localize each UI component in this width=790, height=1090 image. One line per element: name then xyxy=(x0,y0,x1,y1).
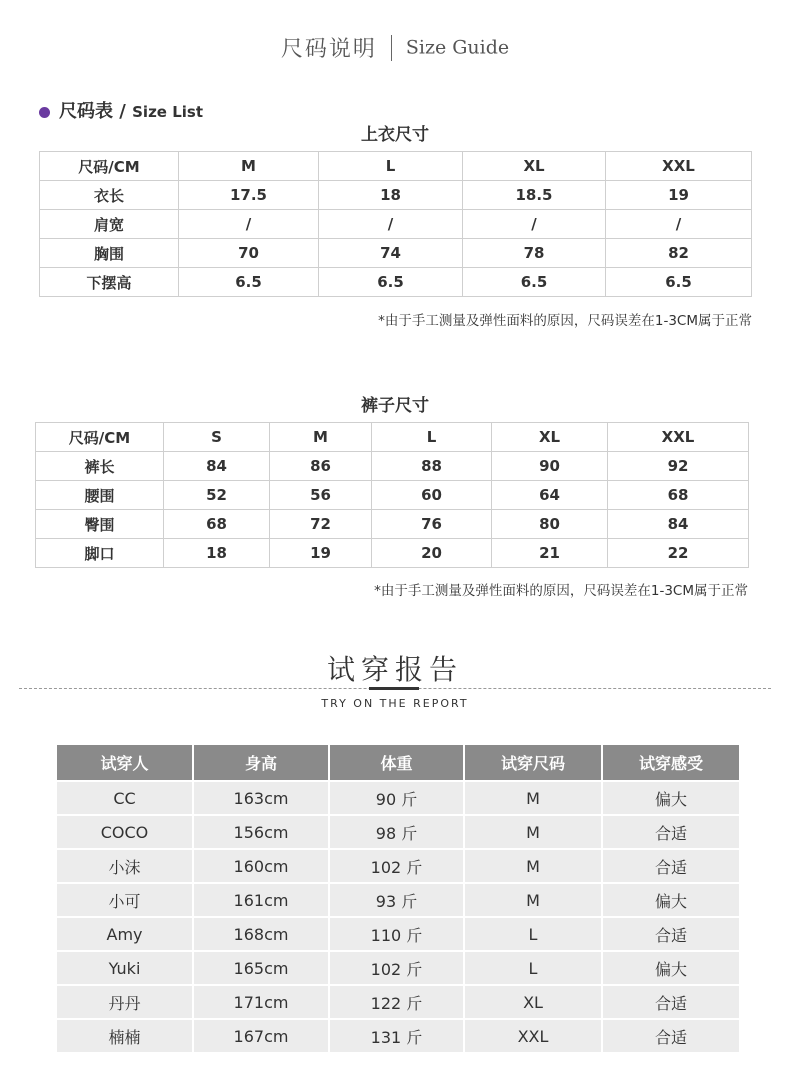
report-cell: 偏大 xyxy=(603,952,739,984)
table-cell: 68 xyxy=(164,510,270,539)
table-row xyxy=(40,181,752,210)
table-row xyxy=(40,210,752,239)
row-label-cell: 裤长 xyxy=(36,452,164,481)
table-cell: XXL xyxy=(606,152,752,181)
report-subtitle: TRY ON THE REPORT xyxy=(321,697,469,710)
report-row xyxy=(57,918,739,950)
report-cell: 160cm xyxy=(194,850,328,882)
top-table-title: 上衣尺寸 xyxy=(361,125,429,145)
report-cell: M xyxy=(465,782,601,814)
table-cell: 18 xyxy=(319,181,463,210)
table-cell: / xyxy=(319,210,463,239)
table-row xyxy=(36,481,749,510)
row-label-cell: 臀围 xyxy=(36,510,164,539)
report-cell: 102 斤 xyxy=(330,850,463,882)
table-cell: / xyxy=(606,210,752,239)
report-column-header: 试穿尺码 xyxy=(465,745,601,780)
table-cell: XL xyxy=(463,152,606,181)
top-size-table xyxy=(39,151,752,297)
table-cell: 78 xyxy=(463,239,606,268)
report-column-header: 体重 xyxy=(330,745,463,780)
table-header-row xyxy=(40,152,752,181)
table-cell: 21 xyxy=(492,539,608,568)
table-header-row xyxy=(36,423,749,452)
row-label-cell: 尺码/CM xyxy=(40,152,179,181)
report-cell: L xyxy=(465,918,601,950)
row-label-cell: 下摆高 xyxy=(40,268,179,297)
report-cell: 合适 xyxy=(603,918,739,950)
table-cell: 64 xyxy=(492,481,608,510)
table-cell: 92 xyxy=(608,452,749,481)
table-cell: L xyxy=(372,423,492,452)
pants-table-note: *由于手工测量及弹性面料的原因，尺码误差在1-3CM属于正常 xyxy=(374,583,748,599)
report-column-header: 身高 xyxy=(194,745,328,780)
report-cell: 合适 xyxy=(603,816,739,848)
report-cell: 156cm xyxy=(194,816,328,848)
table-cell: 82 xyxy=(606,239,752,268)
top-table-note: *由于手工测量及弹性面料的原因，尺码误差在1-3CM属于正常 xyxy=(378,313,752,329)
table-cell: M xyxy=(179,152,319,181)
report-row xyxy=(57,952,739,984)
table-cell: 22 xyxy=(608,539,749,568)
row-label-cell: 胸围 xyxy=(40,239,179,268)
table-cell: XXL xyxy=(608,423,749,452)
table-cell: 80 xyxy=(492,510,608,539)
row-label-cell: 衣长 xyxy=(40,181,179,210)
table-cell: 19 xyxy=(606,181,752,210)
report-column-header: 试穿感受 xyxy=(603,745,739,780)
table-cell: 6.5 xyxy=(606,268,752,297)
table-cell: 60 xyxy=(372,481,492,510)
report-cell: M xyxy=(465,816,601,848)
table-cell: 6.5 xyxy=(179,268,319,297)
report-cell: 偏大 xyxy=(603,884,739,916)
report-cell: 93 斤 xyxy=(330,884,463,916)
report-cell: 110 斤 xyxy=(330,918,463,950)
report-cell: 131 斤 xyxy=(330,1020,463,1052)
report-cell: M xyxy=(465,884,601,916)
report-title-underline xyxy=(369,687,419,690)
title-divider xyxy=(391,35,392,61)
row-label-cell: 尺码/CM xyxy=(36,423,164,452)
report-cell: XXL xyxy=(465,1020,601,1052)
report-cell: 合适 xyxy=(603,1020,739,1052)
report-header-row xyxy=(57,745,739,780)
table-cell: 72 xyxy=(270,510,372,539)
table-cell: 70 xyxy=(179,239,319,268)
table-cell: 84 xyxy=(608,510,749,539)
table-row xyxy=(40,239,752,268)
report-row xyxy=(57,850,739,882)
report-title: 试穿报告 xyxy=(326,653,463,686)
page-header xyxy=(0,32,790,63)
report-row xyxy=(57,986,739,1018)
table-cell: 6.5 xyxy=(463,268,606,297)
report-cell: 90 斤 xyxy=(330,782,463,814)
table-row xyxy=(40,268,752,297)
pants-table-title: 裤子尺寸 xyxy=(361,396,429,416)
table-cell: XL xyxy=(492,423,608,452)
report-cell: 偏大 xyxy=(603,782,739,814)
report-cell: XL xyxy=(465,986,601,1018)
report-cell: 合适 xyxy=(603,986,739,1018)
report-cell: 165cm xyxy=(194,952,328,984)
report-cell: 102 斤 xyxy=(330,952,463,984)
report-cell: 楠楠 xyxy=(57,1020,192,1052)
report-row xyxy=(57,1020,739,1052)
row-label-cell: 脚口 xyxy=(36,539,164,568)
report-row xyxy=(57,816,739,848)
page-title-en: Size Guide xyxy=(405,36,510,59)
table-cell: 18.5 xyxy=(463,181,606,210)
table-row xyxy=(36,539,749,568)
report-cell: COCO xyxy=(57,816,192,848)
report-cell: CC xyxy=(57,782,192,814)
table-cell: 19 xyxy=(270,539,372,568)
report-row xyxy=(57,884,739,916)
table-row xyxy=(36,510,749,539)
table-cell: 88 xyxy=(372,452,492,481)
report-cell: 168cm xyxy=(194,918,328,950)
row-label-cell: 肩宽 xyxy=(40,210,179,239)
table-cell: 52 xyxy=(164,481,270,510)
report-cell: L xyxy=(465,952,601,984)
size-list-label-en: Size List xyxy=(132,103,203,121)
report-cell: 小沫 xyxy=(57,850,192,882)
table-cell: L xyxy=(319,152,463,181)
table-cell: 76 xyxy=(372,510,492,539)
report-cell: 98 斤 xyxy=(330,816,463,848)
table-cell: M xyxy=(270,423,372,452)
size-list-label-cn: 尺码表 / xyxy=(59,101,126,122)
report-cell: 161cm xyxy=(194,884,328,916)
row-label-cell: 腰围 xyxy=(36,481,164,510)
report-cell: 丹丹 xyxy=(57,986,192,1018)
report-cell: 合适 xyxy=(603,850,739,882)
table-cell: 6.5 xyxy=(319,268,463,297)
report-column-header: 试穿人 xyxy=(57,745,192,780)
table-cell: / xyxy=(463,210,606,239)
table-cell: 90 xyxy=(492,452,608,481)
table-cell: 18 xyxy=(164,539,270,568)
table-cell: 68 xyxy=(608,481,749,510)
report-cell: 小可 xyxy=(57,884,192,916)
report-cell: 163cm xyxy=(194,782,328,814)
table-cell: 86 xyxy=(270,452,372,481)
table-cell: 84 xyxy=(164,452,270,481)
table-row xyxy=(36,452,749,481)
try-on-report-table xyxy=(55,743,741,1054)
report-cell: M xyxy=(465,850,601,882)
table-cell: S xyxy=(164,423,270,452)
table-cell: 20 xyxy=(372,539,492,568)
report-cell: 167cm xyxy=(194,1020,328,1052)
table-cell: 17.5 xyxy=(179,181,319,210)
page-title-cn: 尺码说明 xyxy=(280,37,377,62)
bullet-dot-icon xyxy=(39,107,50,118)
table-cell: / xyxy=(179,210,319,239)
pants-size-table xyxy=(35,422,749,568)
report-cell: Yuki xyxy=(57,952,192,984)
report-cell: Amy xyxy=(57,918,192,950)
report-cell: 171cm xyxy=(194,986,328,1018)
report-cell: 122 斤 xyxy=(330,986,463,1018)
table-cell: 56 xyxy=(270,481,372,510)
report-row xyxy=(57,782,739,814)
table-cell: 74 xyxy=(319,239,463,268)
